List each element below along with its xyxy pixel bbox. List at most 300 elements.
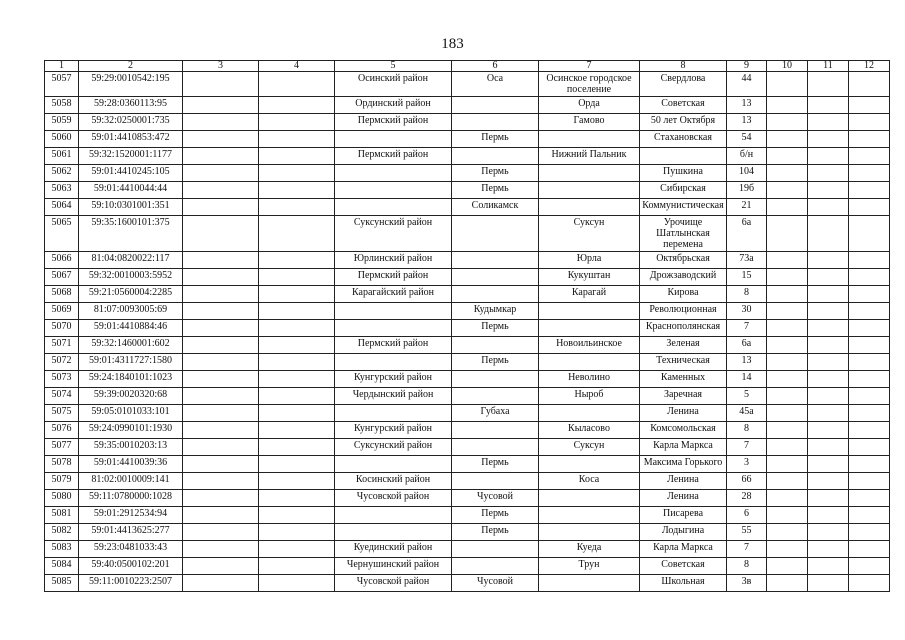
table-cell: 59:21:0560004:2285 [79, 286, 183, 303]
table-cell [259, 97, 335, 114]
table-cell: 15 [727, 269, 767, 286]
table-row [45, 490, 890, 507]
table-cell: 6а [727, 337, 767, 354]
table-cell: 59:28:0360113:95 [79, 97, 183, 114]
table-cell [808, 165, 849, 182]
table-cell [452, 558, 539, 575]
table-cell [183, 114, 259, 131]
table-cell [183, 252, 259, 269]
table-cell [183, 371, 259, 388]
table-cell [849, 131, 890, 148]
table-cell: 5072 [45, 354, 79, 371]
table-row [45, 473, 890, 490]
table-row [45, 524, 890, 541]
table-cell [767, 286, 808, 303]
table-cell: Суксунский район [335, 216, 452, 252]
table-cell [183, 72, 259, 97]
table-cell [259, 473, 335, 490]
table-cell [767, 558, 808, 575]
table-cell [808, 148, 849, 165]
table-cell [452, 216, 539, 252]
table-cell [335, 524, 452, 541]
table-cell: Суксунский район [335, 439, 452, 456]
table-cell [452, 439, 539, 456]
table-row [45, 114, 890, 131]
table-cell [849, 354, 890, 371]
table-row [45, 371, 890, 388]
table-cell [183, 182, 259, 199]
table-cell [767, 72, 808, 97]
table-cell: 59:01:4410039:36 [79, 456, 183, 473]
table-cell [849, 216, 890, 252]
table-cell: Карагай [539, 286, 640, 303]
table-cell [259, 216, 335, 252]
table-cell [335, 165, 452, 182]
table-cell [849, 303, 890, 320]
table-cell: 8 [727, 558, 767, 575]
table-cell [849, 456, 890, 473]
table-cell: 59:39:0020320:68 [79, 388, 183, 405]
table-cell: Коммунистическая [640, 199, 727, 216]
table-cell: Ординский район [335, 97, 452, 114]
table-cell [539, 199, 640, 216]
table-cell: 59:35:1600101:375 [79, 216, 183, 252]
table-cell [849, 148, 890, 165]
table-cell [849, 320, 890, 337]
table-cell: 14 [727, 371, 767, 388]
table-cell: 5074 [45, 388, 79, 405]
table-cell [808, 72, 849, 97]
table-cell [808, 354, 849, 371]
table-cell [539, 507, 640, 524]
table-cell [808, 456, 849, 473]
table-cell: Пушкина [640, 165, 727, 182]
table-cell [259, 575, 335, 592]
table-cell: 13 [727, 97, 767, 114]
table-cell [849, 114, 890, 131]
table-row [45, 216, 890, 252]
table-cell [808, 182, 849, 199]
table-cell [183, 541, 259, 558]
table-cell [849, 97, 890, 114]
table-cell [335, 320, 452, 337]
table-cell [539, 405, 640, 422]
table-cell: Советская [640, 97, 727, 114]
table-cell: 5062 [45, 165, 79, 182]
table-cell [259, 303, 335, 320]
table-cell [849, 252, 890, 269]
table-cell [452, 422, 539, 439]
table-cell: Кудымкар [452, 303, 539, 320]
table-cell: Комсомольская [640, 422, 727, 439]
table-cell [335, 354, 452, 371]
table-cell: 5066 [45, 252, 79, 269]
table-cell [452, 286, 539, 303]
table-cell [183, 216, 259, 252]
table-cell [808, 286, 849, 303]
table-cell [335, 507, 452, 524]
table-cell [808, 131, 849, 148]
table-cell: Чердынский район [335, 388, 452, 405]
table-cell [849, 524, 890, 541]
column-header: 8 [640, 61, 727, 72]
table-cell [849, 507, 890, 524]
table-cell [767, 337, 808, 354]
table-cell [808, 97, 849, 114]
column-header: 9 [727, 61, 767, 72]
table-cell [808, 473, 849, 490]
table-cell: б/н [727, 148, 767, 165]
table-cell: Сибирская [640, 182, 727, 199]
table-cell [849, 165, 890, 182]
table-row [45, 337, 890, 354]
table-cell [539, 320, 640, 337]
table-cell [849, 541, 890, 558]
table-cell: 59:32:1460001:602 [79, 337, 183, 354]
column-header: 2 [79, 61, 183, 72]
table-cell [183, 199, 259, 216]
table-cell: 45а [727, 405, 767, 422]
table-cell: 8 [727, 422, 767, 439]
table-cell: Урочище Шатлынская перемена [640, 216, 727, 252]
table-cell: Ныроб [539, 388, 640, 405]
table-cell [767, 388, 808, 405]
table-cell [452, 337, 539, 354]
table-cell: 54 [727, 131, 767, 148]
table-cell [183, 165, 259, 182]
table-cell [808, 320, 849, 337]
table-cell [808, 490, 849, 507]
table-cell: Куединский район [335, 541, 452, 558]
table-cell: Максима Горького [640, 456, 727, 473]
table-cell [259, 558, 335, 575]
table-cell: Куеда [539, 541, 640, 558]
table-cell [767, 165, 808, 182]
table-cell [452, 114, 539, 131]
table-cell [452, 269, 539, 286]
table-cell [335, 303, 452, 320]
table-cell [808, 558, 849, 575]
table-cell: 5 [727, 388, 767, 405]
table-cell [259, 131, 335, 148]
table-cell [259, 165, 335, 182]
table-cell [849, 558, 890, 575]
table-cell: 5068 [45, 286, 79, 303]
table-cell: 44 [727, 72, 767, 97]
table-cell [259, 72, 335, 97]
table-row [45, 269, 890, 286]
table-cell [259, 405, 335, 422]
table-cell: Свердлова [640, 72, 727, 97]
table-cell [849, 388, 890, 405]
table-cell: Пермь [452, 507, 539, 524]
table-cell: 5077 [45, 439, 79, 456]
table-cell [183, 473, 259, 490]
table-row [45, 320, 890, 337]
table-cell [849, 286, 890, 303]
table-cell [183, 490, 259, 507]
table-cell [808, 575, 849, 592]
table-cell: Пермь [452, 524, 539, 541]
table-cell: 5070 [45, 320, 79, 337]
table-cell [259, 456, 335, 473]
table-cell: 5065 [45, 216, 79, 252]
table-cell: Чусовской район [335, 490, 452, 507]
table-cell [767, 97, 808, 114]
table-cell: 19б [727, 182, 767, 199]
table-body [45, 72, 890, 592]
table-cell: 30 [727, 303, 767, 320]
table-cell: Косинский район [335, 473, 452, 490]
table-cell: Пермь [452, 131, 539, 148]
table-cell: Суксун [539, 439, 640, 456]
table-cell: Писарева [640, 507, 727, 524]
table-cell [808, 269, 849, 286]
table-cell [808, 199, 849, 216]
table-cell: 13 [727, 354, 767, 371]
table-cell: Кунгурский район [335, 371, 452, 388]
table-row [45, 422, 890, 439]
table-cell [808, 371, 849, 388]
table-cell [259, 269, 335, 286]
table-cell [183, 575, 259, 592]
table-cell: Осинское городское поселение [539, 72, 640, 97]
table-cell: 59:01:4311727:1580 [79, 354, 183, 371]
table-cell [767, 524, 808, 541]
table-cell [183, 131, 259, 148]
table-cell: 81:02:0010009:141 [79, 473, 183, 490]
table-cell: Ленина [640, 490, 727, 507]
table-cell: Губаха [452, 405, 539, 422]
table-cell [183, 269, 259, 286]
table-cell [259, 541, 335, 558]
table-cell [767, 507, 808, 524]
header-row [45, 61, 890, 72]
table-cell [849, 182, 890, 199]
table-cell: 3в [727, 575, 767, 592]
table-cell [767, 541, 808, 558]
table-cell: 81:04:0820022:117 [79, 252, 183, 269]
table-cell: Пермь [452, 456, 539, 473]
table-row [45, 388, 890, 405]
table-row [45, 165, 890, 182]
table-cell: 5079 [45, 473, 79, 490]
table-cell: 59:32:1520001:1177 [79, 148, 183, 165]
table-cell: 59:23:0481033:43 [79, 541, 183, 558]
table-cell [767, 148, 808, 165]
table-cell: 6 [727, 507, 767, 524]
table-cell [259, 252, 335, 269]
table-cell: Коса [539, 473, 640, 490]
table-row [45, 97, 890, 114]
table-cell: Чусовой [452, 575, 539, 592]
table-cell [767, 131, 808, 148]
table-cell: Дрожзаводский [640, 269, 727, 286]
table-cell: 5082 [45, 524, 79, 541]
table-cell [335, 456, 452, 473]
table-row [45, 507, 890, 524]
registry-table [44, 60, 890, 592]
table-cell: 59:01:4410044:44 [79, 182, 183, 199]
column-header: 10 [767, 61, 808, 72]
table-cell [259, 354, 335, 371]
table-cell [183, 354, 259, 371]
table-cell: Пермский район [335, 337, 452, 354]
table-cell [767, 269, 808, 286]
table-cell: 59:24:1840101:1023 [79, 371, 183, 388]
table-cell [539, 575, 640, 592]
table-cell: 59:01:4410884:46 [79, 320, 183, 337]
table-row [45, 303, 890, 320]
table-cell [259, 524, 335, 541]
table-cell [452, 371, 539, 388]
table-cell: 5073 [45, 371, 79, 388]
table-cell: Пермский район [335, 148, 452, 165]
table-cell [452, 97, 539, 114]
table-cell: 73а [727, 252, 767, 269]
table-cell [183, 507, 259, 524]
table-cell [640, 148, 727, 165]
table-cell [539, 131, 640, 148]
table-row [45, 131, 890, 148]
table-cell: 3 [727, 456, 767, 473]
table-cell: Школьная [640, 575, 727, 592]
table-cell: Кукуштан [539, 269, 640, 286]
table-cell: 5078 [45, 456, 79, 473]
table-cell [335, 131, 452, 148]
column-header: 11 [808, 61, 849, 72]
table-cell: Каменных [640, 371, 727, 388]
table-cell: 5057 [45, 72, 79, 97]
table-row [45, 286, 890, 303]
table-cell: 59:32:0010003:5952 [79, 269, 183, 286]
table-cell: 5084 [45, 558, 79, 575]
table-cell [452, 388, 539, 405]
table-cell: 5061 [45, 148, 79, 165]
table-cell [767, 473, 808, 490]
table-cell: 5083 [45, 541, 79, 558]
table-cell: Пермь [452, 320, 539, 337]
table-cell: 13 [727, 114, 767, 131]
table-cell: Кыласово [539, 422, 640, 439]
table-row [45, 439, 890, 456]
table-cell: 59:11:0010223:2507 [79, 575, 183, 592]
table-cell: Революционная [640, 303, 727, 320]
table-cell [767, 320, 808, 337]
table-cell [183, 148, 259, 165]
table-cell: Лодыгина [640, 524, 727, 541]
table-cell [539, 456, 640, 473]
table-cell: 104 [727, 165, 767, 182]
table-cell: 5069 [45, 303, 79, 320]
table-cell [452, 148, 539, 165]
table-cell [808, 114, 849, 131]
table-cell [767, 490, 808, 507]
table-cell [808, 303, 849, 320]
table-cell [183, 320, 259, 337]
table-cell: 50 лет Октября [640, 114, 727, 131]
table-cell [335, 405, 452, 422]
table-cell [183, 456, 259, 473]
table-cell: Трун [539, 558, 640, 575]
table-row [45, 252, 890, 269]
table-cell [259, 507, 335, 524]
table-cell: 7 [727, 439, 767, 456]
table-cell: Орда [539, 97, 640, 114]
table-cell: 5085 [45, 575, 79, 592]
table-cell [767, 456, 808, 473]
column-header: 4 [259, 61, 335, 72]
table-cell [849, 269, 890, 286]
table-row [45, 199, 890, 216]
table-cell: 5060 [45, 131, 79, 148]
table-cell [259, 388, 335, 405]
table-cell [849, 405, 890, 422]
table-cell: 5063 [45, 182, 79, 199]
table-cell [849, 473, 890, 490]
table-cell [767, 405, 808, 422]
table-cell [767, 439, 808, 456]
table-cell: 5067 [45, 269, 79, 286]
table-cell [452, 473, 539, 490]
table-cell: 66 [727, 473, 767, 490]
table-row [45, 405, 890, 422]
table-cell: 5075 [45, 405, 79, 422]
table-cell: Техническая [640, 354, 727, 371]
table-cell: 59:11:0780000:1028 [79, 490, 183, 507]
table-cell: 5081 [45, 507, 79, 524]
table-cell [259, 148, 335, 165]
table-cell: 81:07:0093005:69 [79, 303, 183, 320]
column-header: 5 [335, 61, 452, 72]
table-row [45, 354, 890, 371]
table-cell: Нижний Пальник [539, 148, 640, 165]
table-cell [849, 439, 890, 456]
table-cell: 59:10:0301001:351 [79, 199, 183, 216]
table-cell [539, 490, 640, 507]
column-header: 1 [45, 61, 79, 72]
table-cell: Новоильинское [539, 337, 640, 354]
table-cell [183, 405, 259, 422]
table-cell [767, 182, 808, 199]
table-cell: Юрлинский район [335, 252, 452, 269]
table-cell: Чусовой [452, 490, 539, 507]
table-cell [183, 439, 259, 456]
table-cell [259, 114, 335, 131]
table-cell [849, 371, 890, 388]
table-cell: Октябрьская [640, 252, 727, 269]
table-cell: 5071 [45, 337, 79, 354]
table-cell [808, 422, 849, 439]
table-cell [808, 507, 849, 524]
table-cell [808, 337, 849, 354]
table-cell: 6а [727, 216, 767, 252]
table-cell: 59:24:0990101:1930 [79, 422, 183, 439]
table-cell [259, 439, 335, 456]
table-cell [183, 524, 259, 541]
table-cell [539, 182, 640, 199]
table-cell [259, 286, 335, 303]
table-cell [808, 388, 849, 405]
table-cell: 5064 [45, 199, 79, 216]
table-cell: 5080 [45, 490, 79, 507]
table-cell: Гамово [539, 114, 640, 131]
table-cell [767, 216, 808, 252]
table-cell [539, 354, 640, 371]
table-cell: Чернушинский район [335, 558, 452, 575]
table-cell: 5058 [45, 97, 79, 114]
table-cell: Соликамск [452, 199, 539, 216]
